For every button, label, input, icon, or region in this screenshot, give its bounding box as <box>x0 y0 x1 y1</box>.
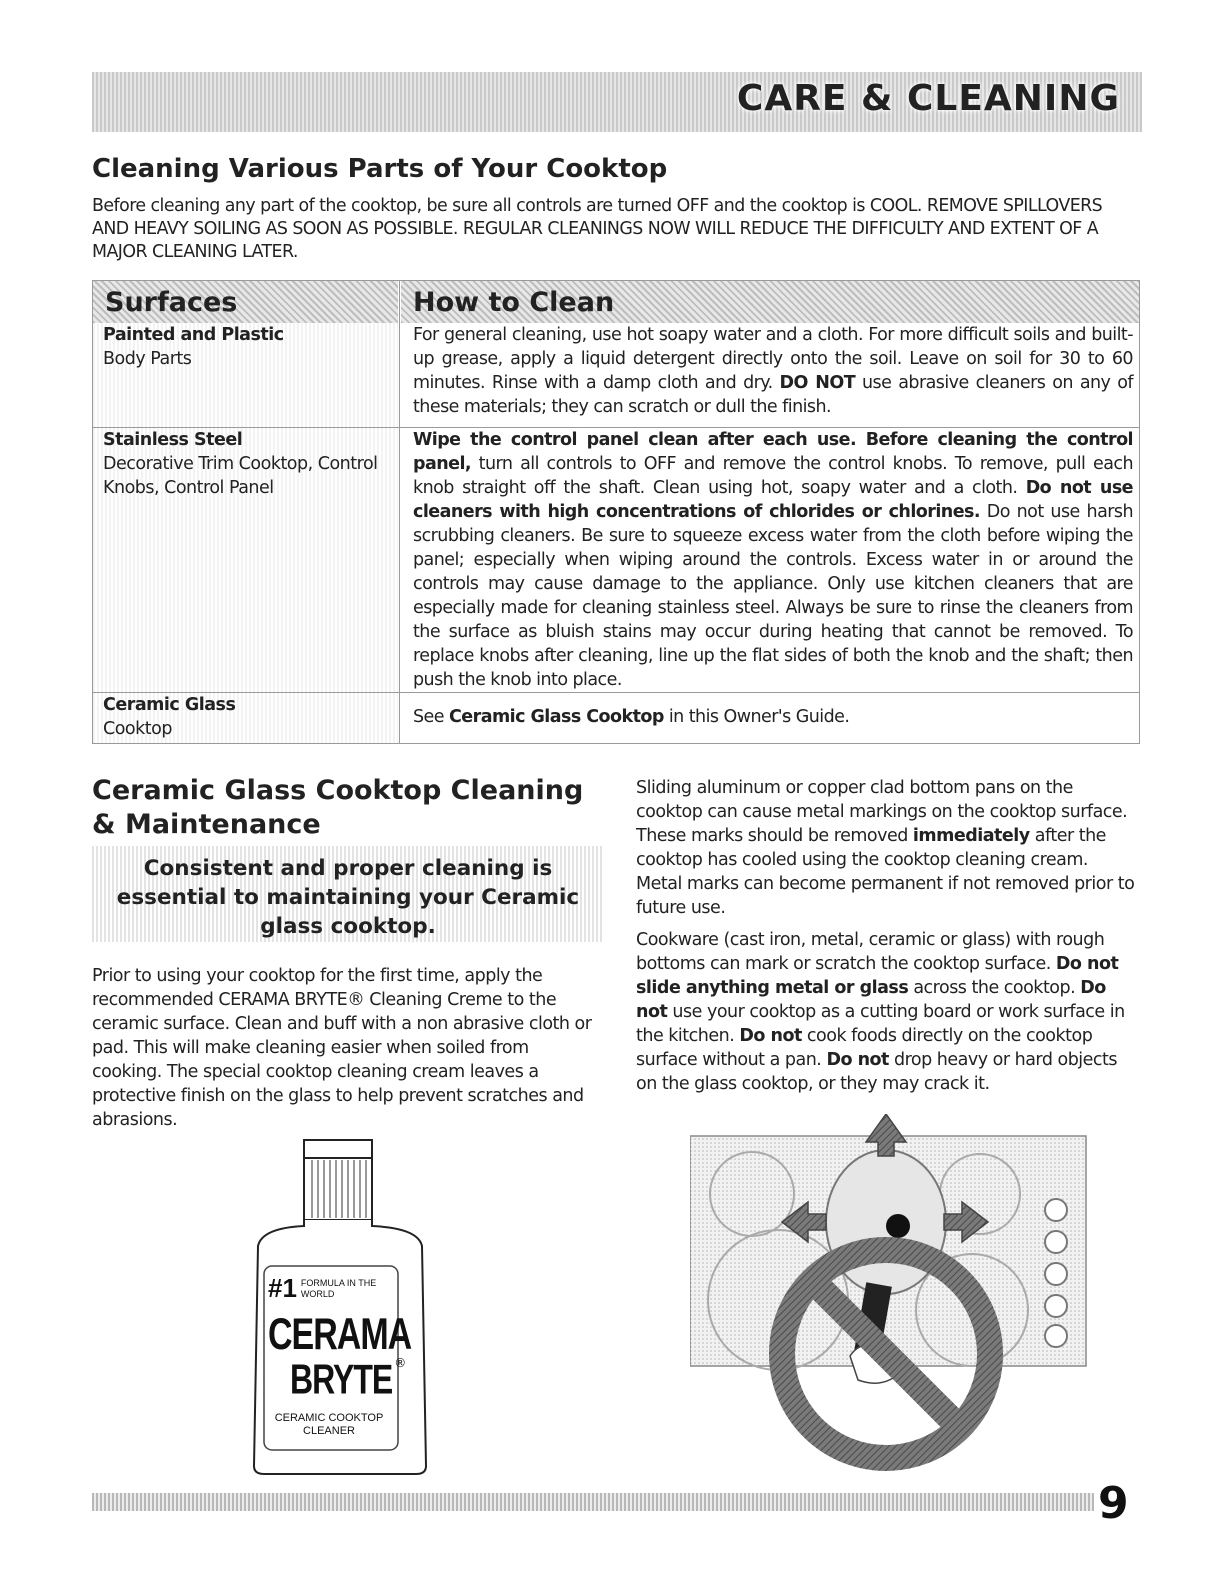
para-text: use your cooktop as a cutting board or work surface in the kitchen. <box>636 1002 1125 1046</box>
table-row-how <box>401 705 1139 741</box>
cleaning-table <box>92 280 1140 744</box>
column-divider <box>399 281 400 743</box>
how-text: Do not use harsh scrubbing cleaners. Be sure to squeeze excess water from the cloth before wiping the panel; especially when wiping around the controls. Excess water in or around the controls may cause damage to the appliance. Only use kitchen cleaners that are especially made for cleaning stainless steel. Always be sure to rinse the cleaners from the surface as bluish stains may occur during heating that cannot be removed. To replace knobs after cleaning, line up the flat sides of both the knob and the shaft; then push the knob into place. <box>413 502 1134 690</box>
table-row-how <box>401 323 1139 427</box>
para-text: after the cooktop has cooled using the cooktop cleaning cream. Metal marks can become permanent if not removed prior to future use. <box>636 826 1135 918</box>
bottle-subtitle: CERAMIC COOKTOP <box>274 1412 384 1424</box>
no-sliding-pans-icon <box>690 1114 1090 1476</box>
intro-paragraph: Before cleaning any part of the cooktop, be sure all controls are turned OFF and the cooktop is COOL. REMOVE SPILLOVERS AND HEAVY SOILING AS SOON AS POSSIBLE. REGULAR CLEANINGS NOW WILL REDUCE THE DIFFICULTY AND EXTENT OF A MAJOR CLEANING LATER. <box>92 196 1103 262</box>
surface-subtitle: Cooktop <box>103 719 172 739</box>
how-bold: DO NOT <box>779 373 856 393</box>
header-banner <box>92 72 1142 132</box>
table-row-surface <box>93 428 398 692</box>
para-bold: Do not slide anything metal or glass <box>636 954 1119 998</box>
section-heading: Ceramic Glass Cooktop Cleaning & Maintenance <box>92 775 584 840</box>
banner-title: CARE & CLEANING <box>736 78 1120 119</box>
how-text: turn all controls to OFF and remove the control knobs. To remove, pull each knob straight off the shaft. Clean using hot, soapy water and a cloth. <box>413 454 1133 498</box>
table-header-surfaces: Surfaces <box>93 281 398 323</box>
para-bold: Do not <box>739 1026 802 1046</box>
para-text: Sliding aluminum or copper clad bottom pans on the cooktop can cause metal markings on the cooktop surface. These marks should be removed <box>636 778 1128 846</box>
para-bold: Do not <box>826 1050 889 1070</box>
bottle-rank: #1 <box>268 1273 297 1303</box>
registered-mark: ® <box>394 1356 407 1370</box>
how-bold: Do not use cleaners with high concentrations of chlorides or chlorines. <box>413 478 1134 522</box>
para-text: across the cooktop. <box>908 978 1081 998</box>
surface-title: Stainless Steel <box>103 430 243 450</box>
table-row-surface <box>93 323 398 427</box>
page-number: 9 <box>1098 1478 1129 1529</box>
how-bold: Ceramic Glass Cooktop <box>449 707 664 727</box>
page-heading: Cleaning Various Parts of Your Cooktop <box>92 154 668 184</box>
surface-title: Ceramic Glass <box>103 695 236 715</box>
left-paragraph: Prior to using your cooktop for the first time, apply the recommended CERAMA BRYTE® Cleaning Creme to the ceramic surface. Clean and buff with a non abrasive cloth or pad. This will make cleaning easier when soiled from cooking. The special cooktop cleaning cream leaves a protective finish on the glass to help prevent scratches and abrasions. <box>92 966 592 1130</box>
bottle-brand: BRYTE <box>290 1356 393 1403</box>
cleaner-bottle-illustration <box>240 1138 440 1476</box>
surface-subtitle: Decorative Trim Cooktop, Control Knobs, Control Panel <box>103 454 378 498</box>
right-paragraph-2 <box>636 928 1142 1096</box>
bottle-tagline: FORMULA IN THE <box>300 1278 377 1288</box>
how-text: use abrasive cleaners on any of these materials; they can scratch or dull the finish. <box>413 373 1134 417</box>
para-text: cook foods directly on the cooktop surface without a pan. <box>636 1026 1093 1070</box>
para-bold: immediately <box>912 826 1030 846</box>
how-text: See <box>413 707 450 727</box>
how-text: For general cleaning, use hot soapy water and a cloth. For more difficult soils and built-up grease, apply a liquid detergent directly onto the soil. Leave on soil for 30 to 60 minutes. Rinse with a damp cloth and dry. <box>413 325 1133 393</box>
para-text: drop heavy or hard objects on the glass cooktop, or they may crack it. <box>636 1050 1118 1094</box>
callout-box: Consistent and proper cleaning is essential to maintaining your Ceramic glass cooktop. <box>92 846 604 942</box>
para-bold: Do not <box>636 978 1106 1022</box>
bottle-tagline: WORLD <box>300 1289 335 1299</box>
table-row-how <box>401 428 1139 692</box>
para-text: Cookware (cast iron, metal, ceramic or glass) with rough bottoms can mark or scratch the cooktop surface. <box>636 930 1105 974</box>
surface-title: Painted and Plastic <box>103 325 284 345</box>
bottle-subtitle: CLEANER <box>303 1425 355 1437</box>
right-paragraph-1 <box>636 776 1136 920</box>
table-row-surface <box>93 693 398 743</box>
table-header-how-to-clean: How to Clean <box>401 281 1139 323</box>
cooktop-no-slide-illustration <box>690 1114 1090 1476</box>
how-text: in this Owner's Guide. <box>663 707 850 727</box>
how-bold: Wipe the control panel clean after each use. Before cleaning the control panel, <box>413 430 1133 474</box>
surface-subtitle: Body Parts <box>103 349 192 369</box>
bottle-brand: CERAMA <box>268 1310 412 1360</box>
bottle-label <box>268 1273 412 1444</box>
footer-bar <box>92 1493 1094 1511</box>
